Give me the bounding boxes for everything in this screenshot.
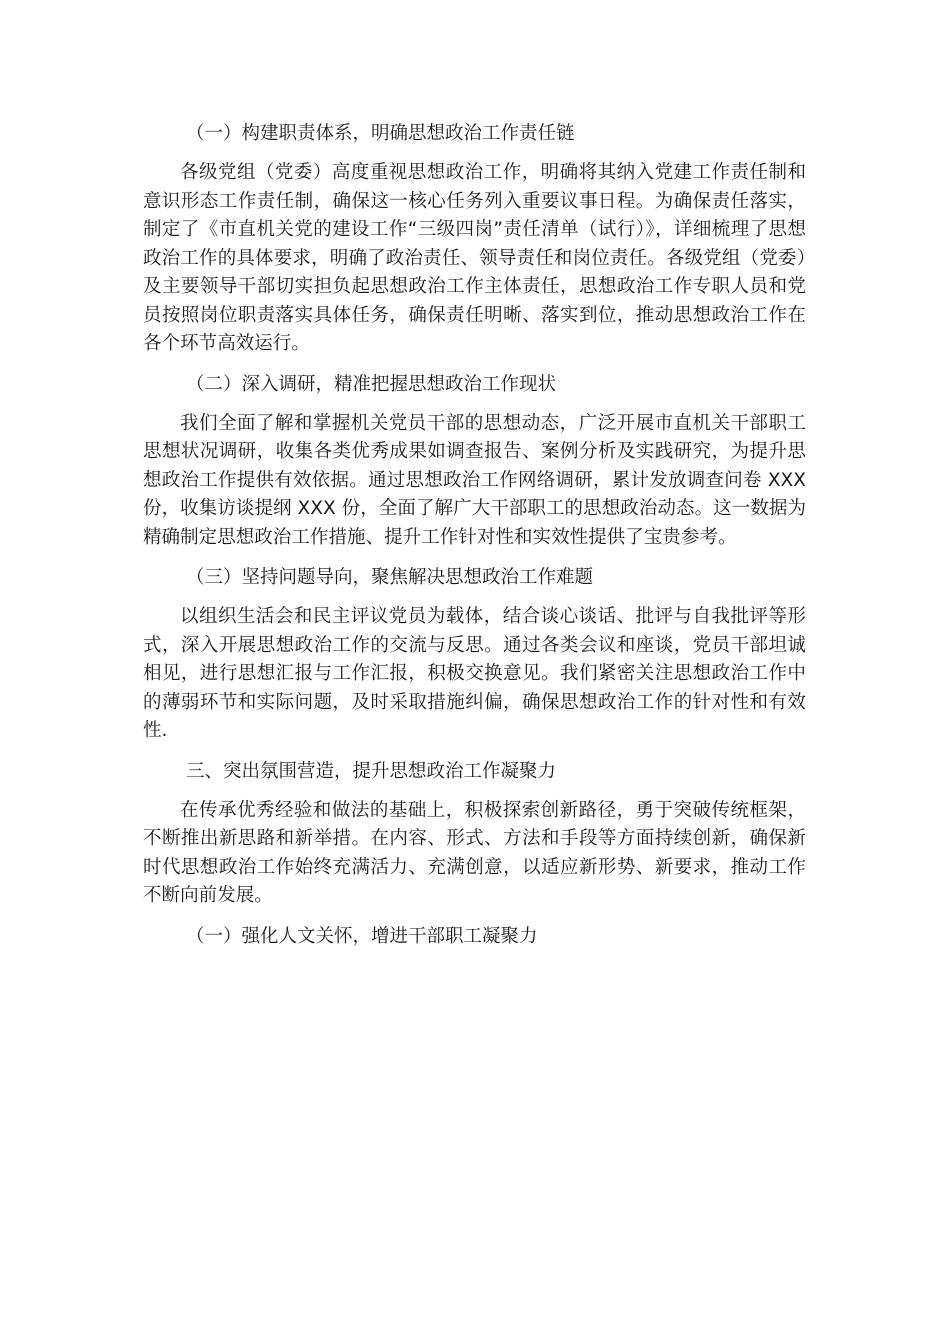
document-page (143, 118, 806, 962)
section-heading-1-3: （三）坚持问题导向，聚焦解决思想政治工作难题 (186, 567, 594, 588)
section-heading-3: 三、突出氛围营造，提升思想政治工作凝聚力 (186, 760, 557, 782)
paragraph-atmosphere: 在传承优秀经验和做法的基础上，积极探索创新路径，勇于突破传统框架，不断推出新思路和新举措。在内容、形式、方法和手段等方面持续创新，确保新时代思想政治工作始终充满活力、充满创意，以适应新形势、新要求，推动工作不断向前发展。 (143, 799, 806, 906)
section-heading-3-1: （一）强化人文关怀，增进干部职工凝聚力 (186, 925, 538, 947)
paragraph-responsibility: 各级党组（党委）高度重视思想政治工作，明确将其纳入党建工作责任制和意识形态工作责任制，确保这一核心任务列入重要议事日程。为确保责任落实，制定了《市直机关党的建设工作“三级四岗”责任清单（试行）》，详细梳理了思想政治工作的具体要求，明确了政治责任、领导责任和岗位责任。各级党组（党委）及主要领导干部切实担负起思想政治工作主体责任，思想政治工作专职人员和党员按照岗位职责落实具体任务，确保责任明晰、落实到位，推动思想政治工作在各个环节高效运行。 (143, 162, 806, 354)
paragraph-research: 我们全面了解和掌握机关党员干部的思想动态，广泛开展市直机关干部职工思想状况调研，收集各类优秀成果如调查报告、案例分析及实践研究，为提升思想政治工作提供有效依据。通过思想政治工作网络调研，累计发放调查问卷 XXX 份，收集访谈提纲 XXX 份，全面了解广大干部职工的思想政治动态。这一数据为精确制定思想政治工作措施、提升工作针对性和实效性提供了宝贵参考。 (143, 412, 806, 548)
section-heading-1-2: （二）深入调研，精准把握思想政治工作现状 (186, 373, 557, 395)
paragraph-problem-oriented: 以组织生活会和民主评议党员为载体，结合谈心谈话、批评与自我批评等形式，深入开展思想政治工作的交流与反思。通过各类会议和座谈，党员干部坦诚相见，进行思想汇报与工作汇报，积极交换意见。我们紧密关注思想政治工作中的薄弱环节和实际问题，及时采取措施纠偏，确保思想政治工作的针对性和有效性. (143, 606, 806, 741)
section-heading-1-1: （一）构建职责体系，明确思想政治工作责任链 (186, 123, 575, 144)
